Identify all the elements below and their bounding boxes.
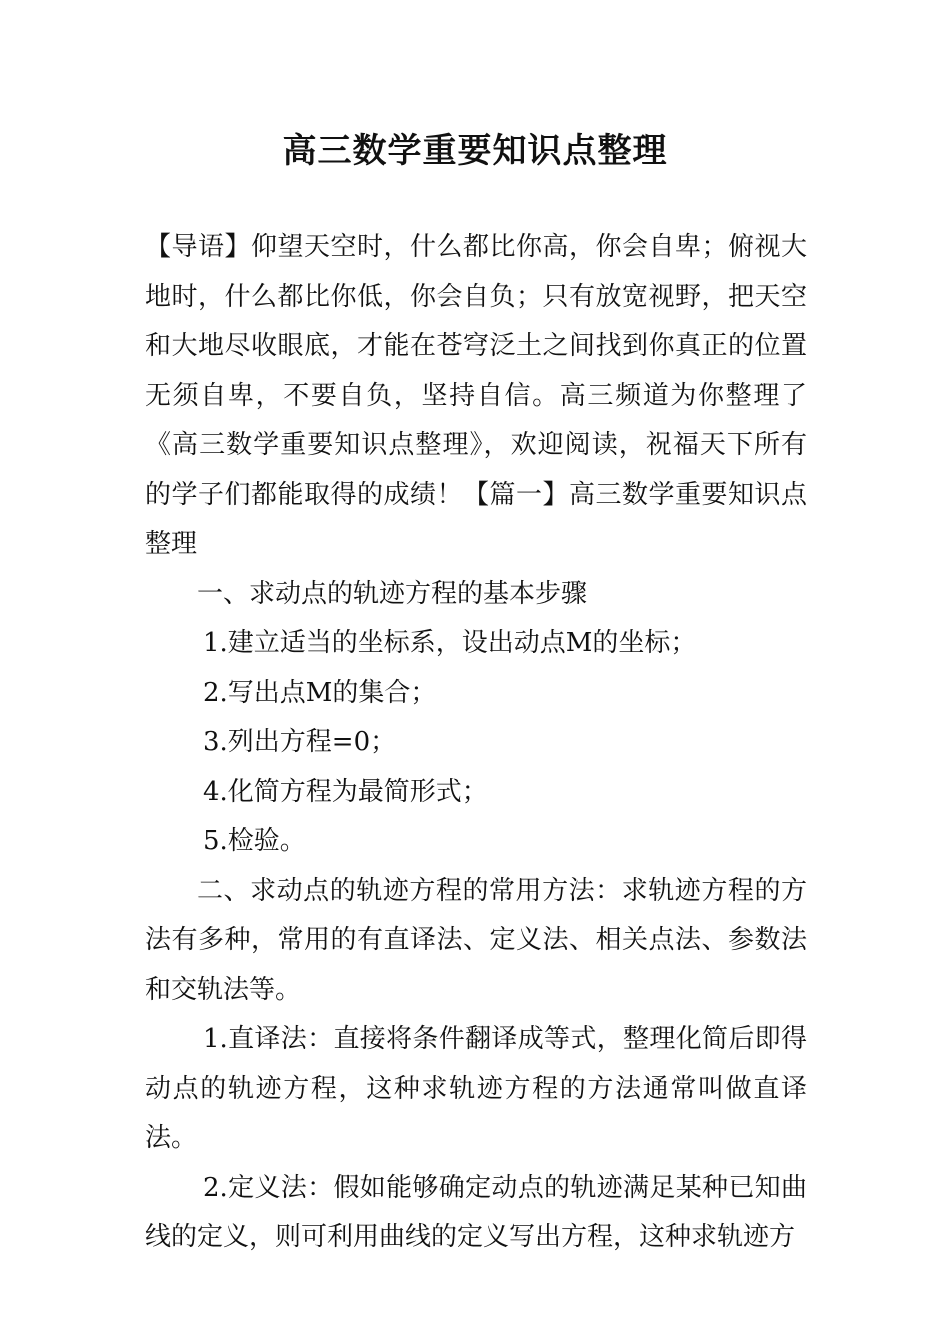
document-body [145, 223, 807, 1263]
step-item: 4.化简方程为最简形式； [203, 776, 488, 807]
method-paragraph: 1.直译法：直接将条件翻译成等式，整理化简后即得动点的轨迹方程，这种求轨迹方程的方法通常叫做直译法。 [145, 1024, 807, 1153]
step-item: 5.检验。 [203, 826, 306, 856]
document-title: 高三数学重要知识点整理 [282, 131, 668, 171]
section-heading: 一、求动点的轨迹方程的基本步骤 [197, 578, 588, 609]
step-item: 1.建立适当的坐标系，设出动点M的坐标； [203, 628, 697, 658]
method-paragraph: 2.定义法：假如能够确定动点的轨迹满足某种已知曲线的定义，则可利用曲线的定义写出方程，这种求轨迹方 [145, 1172, 807, 1252]
step-item: 3.列出方程=0； [203, 727, 397, 757]
section-heading: 二、求动点的轨迹方程的常用方法：求轨迹方程的方法有多种，常用的有直译法、定义法、相关点法、参数法和交轨法等。 [145, 875, 807, 1005]
step-item: 2.写出点M的集合； [203, 677, 437, 708]
intro-paragraph: 【导语】仰望天空时，什么都比你高，你会自卑；俯视大地时，什么都比你低，你会自负；只有放宽视野，把天空和大地尽收眼底，才能在苍穹泛土之间找到你真正的位置无须自卑，不要自负，坚持自信。高三频道为你整理了《高三数学重要知识点整理》，欢迎阅读，祝福天下所有的学子们都能取得的成绩！【篇一】高三数学重要知识点整理 [145, 232, 807, 559]
